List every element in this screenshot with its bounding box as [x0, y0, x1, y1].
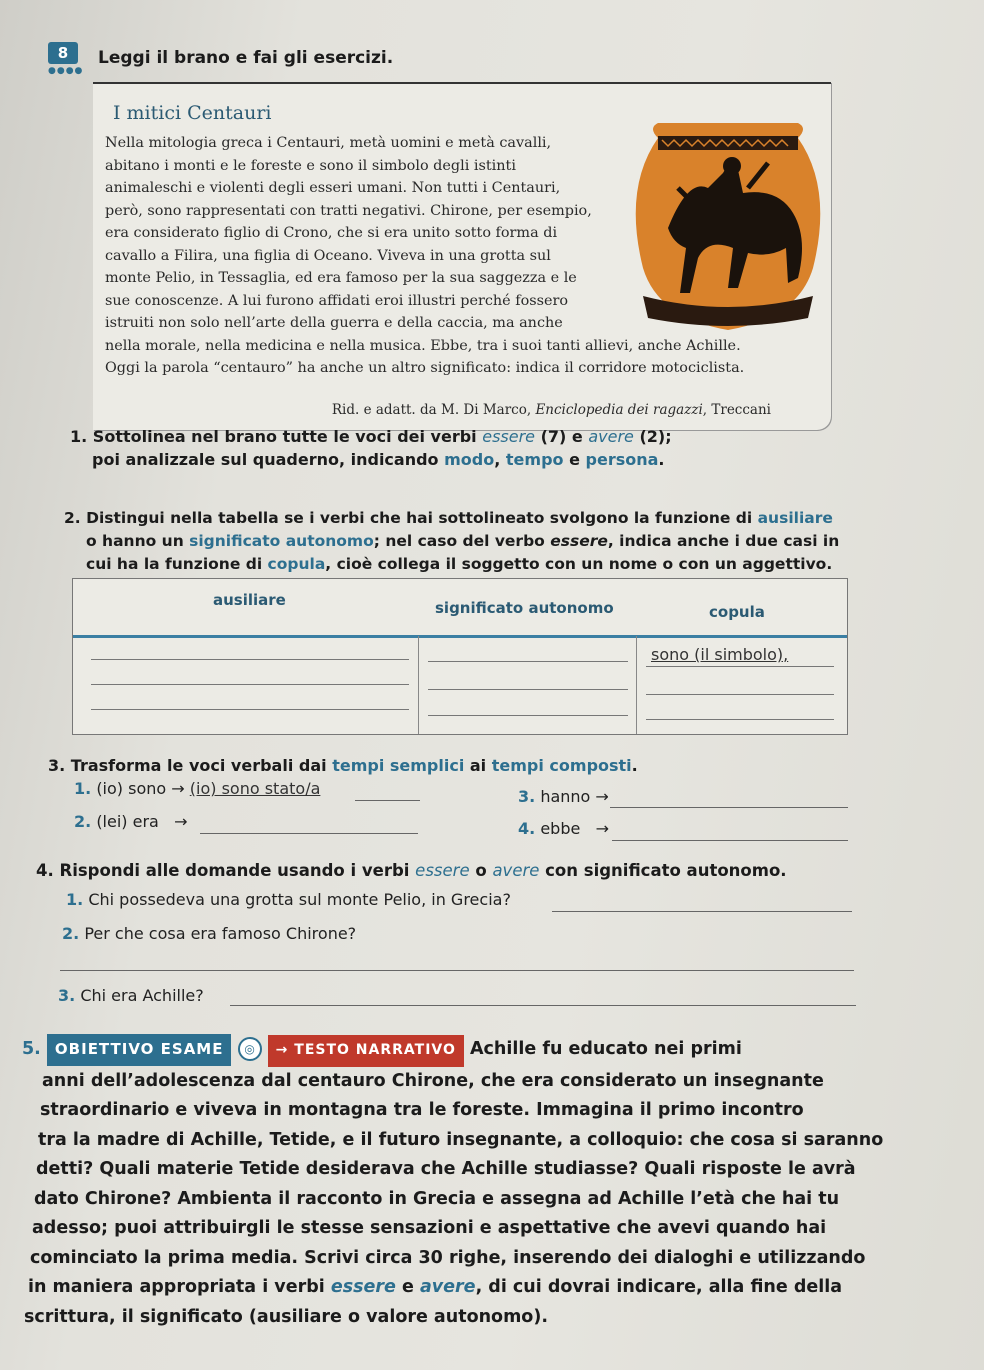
ex2-text: , cioè collega il soggetto con un nome o con un aggettivo. [325, 555, 833, 573]
reading-line: istruiti non solo nell’arte della guerra e della caccia, ma anche [105, 315, 563, 331]
answer-line[interactable] [646, 694, 834, 695]
difficulty-dots: ●●●● [48, 66, 84, 76]
reading-line: Oggi la parola “centauro” ha anche un altro significato: indica il corridore motociclista. [105, 360, 745, 376]
verb-function-table [72, 578, 848, 735]
ex1-text: poi analizzale sul quaderno, indicando [92, 450, 445, 469]
reading-line: monte Pelio, in Tessaglia, ed era famoso per la sua saggezza e le [105, 270, 577, 286]
ex1-avere: avere [588, 427, 634, 446]
ex5-line: , di cui dovrai indicare, alla fine della [475, 1277, 843, 1297]
answer-line[interactable] [428, 689, 628, 690]
reading-line: abitano i monti e le foreste e sono il simbolo degli istinti [105, 157, 516, 174]
question-text: Chi possedeva una grotta sul monte Pelio, in Grecia? [88, 890, 511, 909]
ex3-item-1 [74, 779, 320, 798]
reading-line: era considerato figlio di Crono, che si era unito sotto forma di [105, 225, 558, 241]
answer-line[interactable] [610, 807, 848, 808]
answer-line[interactable] [91, 709, 409, 710]
ex2-copula: copula [267, 555, 326, 573]
answer-line[interactable] [646, 719, 834, 720]
exercise-header: Leggi il brano e fai gli esercizi. [98, 48, 394, 68]
ex4-question-1 [66, 890, 511, 909]
table-header-ausiliare: ausiliare [213, 591, 286, 609]
source-title: Enciclopedia dei ragazzi [535, 402, 703, 418]
item-number: 2. [74, 812, 92, 831]
narrative-text-tag: → TESTO NARRATIVO [268, 1035, 464, 1067]
answer-line[interactable] [91, 659, 409, 660]
ex3-number: 3. [48, 756, 66, 775]
ex2-text: Distingui nella tabella se i verbi che hai sottolineato svolgono la funzione di [86, 509, 758, 527]
ex5-line: detti? Quali materie Tetide desiderava che Achille studiasse? Quali risposte le avrà [36, 1159, 856, 1179]
item-text: (lei) era [96, 812, 159, 831]
ex1-text: (2); [633, 427, 672, 446]
exercise-number-badge: 8 [48, 42, 78, 64]
ex4-avere: avere [492, 861, 540, 880]
item-number: 2. [62, 924, 80, 943]
ex5-line: tra la madre di Achille, Tetide, e il futuro insegnante, a colloquio: che cosa si saranno [38, 1129, 884, 1150]
reading-source [332, 402, 771, 418]
ex2-number: 2. [64, 509, 81, 527]
ex5-line: in maniera appropriata i verbi [28, 1277, 331, 1297]
ex4-text: con significato autonomo. [539, 861, 787, 880]
ex3-composti: tempi composti [491, 756, 632, 775]
reading-line: nella morale, nella medicina e nella musica. Ebbe, tra i suoi tanti allievi, anche Achille. [105, 337, 741, 354]
ex5-line: anni dell’adolescenza dal centauro Chirone, che era considerato un insegnante [42, 1070, 824, 1091]
item-number: 3. [518, 787, 536, 806]
ex4-text: o [469, 861, 493, 880]
ex5-line: cominciato la prima media. Scrivi circa 30 righe, inserendo dei dialoghi e utilizzando [30, 1247, 866, 1268]
item-number: 4. [518, 819, 536, 838]
ex3-item-3 [518, 787, 609, 806]
question-text: Chi era Achille? [80, 986, 204, 1005]
ex1-text: , [494, 450, 506, 469]
ex1-tempo: tempo [505, 450, 564, 469]
item-number: 1. [66, 890, 84, 909]
item-text: hanno [540, 787, 591, 806]
ex4-text: Rispondi alle domande usando i verbi [59, 861, 416, 880]
item-number: 3. [58, 986, 76, 1005]
ex2-text: o hanno un [86, 532, 190, 550]
exercise-5 [22, 1034, 892, 1332]
exercise-4 [36, 859, 787, 882]
ex5-line: dato Chirone? Ambienta il racconto in Grecia e assegna ad Achille l’età che hai tu [34, 1188, 840, 1209]
ex2-text: ; nel caso del verbo [373, 532, 551, 550]
answer-line[interactable] [612, 840, 848, 841]
ex4-essere: essere [415, 861, 470, 880]
answer-line[interactable] [91, 684, 409, 685]
table-divider [636, 636, 637, 734]
ex2-significato: significato autonomo [189, 532, 374, 550]
ex5-line: Achille fu educato nei primi [470, 1039, 742, 1059]
arrow-icon: → [595, 819, 609, 838]
ex1-text: . [658, 450, 665, 469]
source-suffix: , Treccani [702, 402, 771, 418]
ex1-text: (7) e [535, 427, 589, 446]
ex3-item-4 [518, 819, 609, 838]
table-divider [418, 636, 419, 734]
table-header-copula: copula [709, 603, 765, 621]
exercise-3 [48, 754, 638, 777]
answer-line[interactable] [428, 661, 628, 662]
ex1-number: 1. [70, 427, 88, 446]
ex4-question-3 [58, 986, 204, 1005]
source-prefix: Rid. e adatt. da M. Di Marco, [331, 402, 536, 418]
exercise-2 [64, 507, 839, 576]
answer-line[interactable] [646, 666, 834, 667]
ex5-line: adesso; puoi attribuirgli le stesse sensazioni e aspettative che avevi quando hai [32, 1218, 827, 1238]
arrow-icon: → [174, 812, 188, 831]
exam-goal-tag: OBIETTIVO ESAME [47, 1034, 232, 1066]
answer-line[interactable] [355, 800, 420, 801]
ex2-essere: essere [550, 532, 608, 550]
ex2-ausiliare: ausiliare [757, 509, 833, 527]
item-text: (io) sono [96, 779, 167, 798]
ex3-text: Trasforma le voci verbali dai [70, 756, 333, 775]
reading-line: cavallo a Filira, una figlia di Oceano. Viveva in una grotta sul [105, 247, 551, 264]
ex5-line: straordinario e viveva in montagna tra le foreste. Immagina il primo incontro [40, 1100, 804, 1120]
ex1-text: Sottolinea nel brano tutte le voci dei verbi [92, 427, 483, 446]
copula-example-answer: sono (il simbolo), [651, 645, 789, 664]
ex4-question-2 [62, 924, 356, 943]
arrow-icon: → [171, 779, 185, 798]
ex1-persona: persona [585, 450, 659, 469]
centaur-vase-image [628, 118, 828, 333]
ex1-modo: modo [444, 450, 495, 469]
answer-line[interactable] [552, 911, 852, 912]
ex5-essere: essere [330, 1277, 396, 1297]
reading-line: animaleschi e violenti degli esseri umani. Non tutti i Centauri, [105, 180, 561, 196]
ex5-avere: avere [419, 1277, 476, 1297]
answer-line[interactable] [230, 1005, 856, 1006]
ex3-semplici: tempi semplici [332, 756, 465, 775]
answer-line[interactable] [428, 715, 628, 716]
ex5-line: e [395, 1277, 420, 1297]
ex1-essere: essere [482, 427, 536, 446]
ex2-text: cui ha la funzione di [86, 555, 268, 573]
reading-line: però, sono rappresentati con tratti negativi. Chirone, per esempio, [105, 202, 592, 219]
answer-line[interactable] [200, 833, 418, 834]
arrow-icon: → [595, 787, 609, 806]
ex5-line: scrittura, il significato (ausiliare o valore autonomo). [24, 1306, 548, 1327]
item-number: 1. [74, 779, 92, 798]
table-header-rule [73, 635, 847, 638]
question-text: Per che cosa era famoso Chirone? [84, 924, 357, 943]
ex3-item-2 [74, 812, 188, 831]
reading-title: I mitici Centauri [113, 102, 272, 124]
answer-line[interactable] [60, 970, 854, 971]
table-header-significato: significato autonomo [435, 599, 614, 617]
ex5-number: 5. [22, 1039, 41, 1059]
reading-line: sue conoscenze. A lui furono affidati eroi illustri perché fossero [105, 292, 569, 309]
target-icon: ◎ [238, 1037, 262, 1061]
ex1-text: e [563, 450, 586, 469]
ex3-text: ai [464, 756, 492, 775]
item-text: ebbe [540, 819, 581, 838]
exercise-1 [70, 425, 672, 471]
ex2-text: , indica anche i due casi in [607, 532, 840, 550]
ex4-number: 4. [36, 861, 54, 880]
ex3-text: . [631, 756, 638, 775]
reading-line: Nella mitologia greca i Centauri, metà uomini e metà cavalli, [105, 135, 552, 151]
item-answer: (io) sono stato/a [189, 779, 321, 798]
